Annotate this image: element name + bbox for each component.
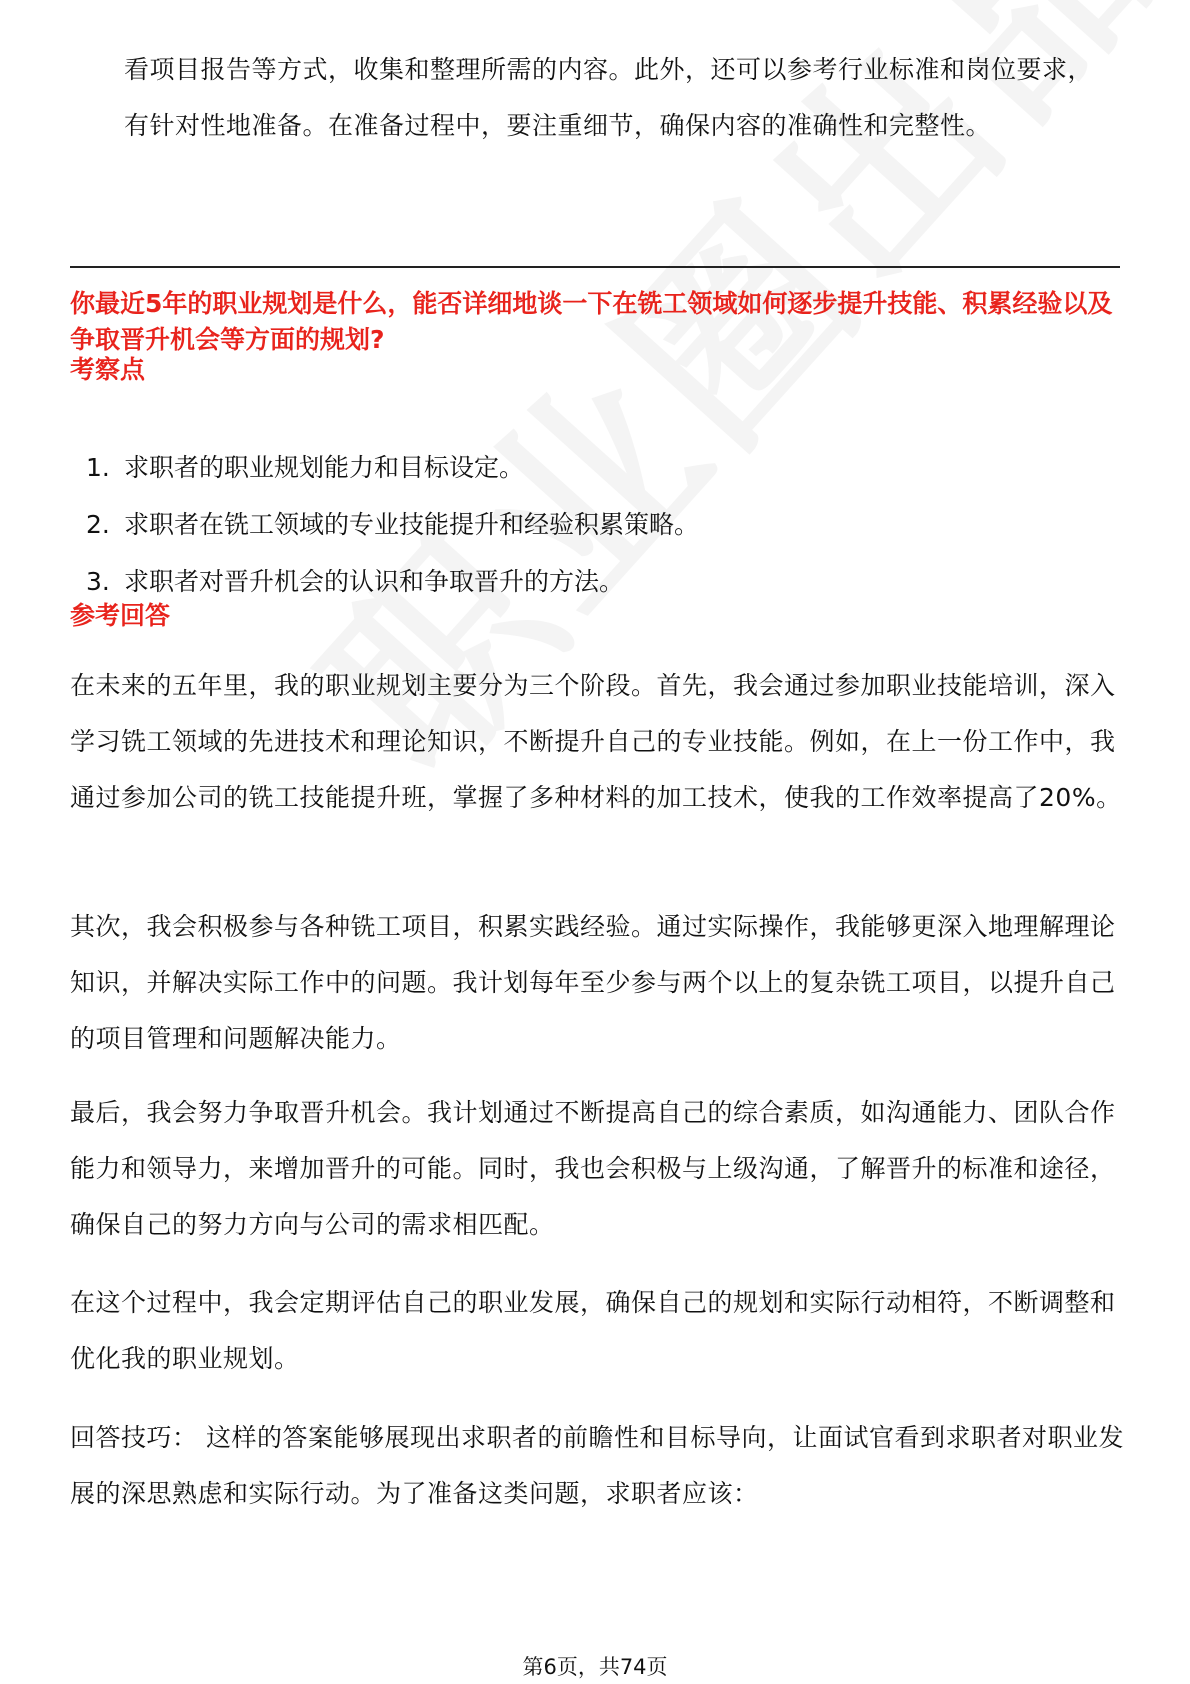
assessment-item-text: 求职者在铣工领域的专业技能提升和经验积累策略。 — [124, 510, 700, 539]
assessment-item — [86, 507, 699, 564]
continued-paragraph: 看项目报告等方式，收集和整理所需的内容。此外，还可以参考行业标准和岗位要求，有针对性地准备。在准备过程中，要注重细节，确保内容的准确性和完整性。 — [124, 55, 1094, 140]
assessment-list — [86, 450, 699, 621]
assessment-item — [86, 450, 699, 507]
assessment-item-text: 求职者的职业规划能力和目标设定。 — [124, 453, 525, 482]
answer-paragraph-2: 其次，我会积极参与各种铣工项目，积累实践经验。通过实际操作，我能够更深入地理解理论知识，并解决实际工作中的问题。我计划每年至少参与两个以上的复杂铣工项目，以提升自己的项目管理和问题解决能力。 — [70, 912, 1116, 1053]
assessment-item-text: 求职者对晋升机会的认识和争取晋升的方法。 — [124, 567, 625, 596]
list-number: 3. — [86, 567, 110, 596]
answer-tip-paragraph: 回答技巧： 这样的答案能够展现出求职者的前瞻性和目标导向，让面试官看到求职者对职业发展的深思熟虑和实际行动。为了准备这类问题，求职者应该： — [70, 1423, 1124, 1508]
reference-answer-heading: 参考回答 — [70, 601, 171, 630]
interview-question: 你最近5年的职业规划是什么，能否详细地谈一下在铣工领域如何逐步提升技能、积累经验以及争取晋升机会等方面的规划? — [70, 289, 1113, 354]
assessment-item — [86, 564, 699, 621]
answer-paragraph-3: 最后，我会努力争取晋升机会。我计划通过不断提高自己的综合素质，如沟通能力、团队合作能力和领导力，来增加晋升的可能。同时，我也会积极与上级沟通，了解晋升的标准和途径，确保自己的努力方向与公司的需求相匹配。 — [70, 1098, 1116, 1239]
answer-paragraph-4: 在这个过程中，我会定期评估自己的职业发展，确保自己的规划和实际行动相符，不断调整和优化我的职业规划。 — [70, 1288, 1116, 1373]
page-number-footer: 第6页，共74页 — [522, 1655, 668, 1679]
assessment-heading: 考察点 — [70, 355, 146, 384]
list-number: 1. — [86, 453, 110, 482]
list-number: 2. — [86, 510, 110, 539]
section-divider — [70, 266, 1120, 268]
answer-paragraph-1: 在未来的五年里，我的职业规划主要分为三个阶段。首先，我会通过参加职业技能培训，深入学习铣工领域的先进技术和理论知识，不断提升自己的专业技能。例如，在上一份工作中，我通过参加公司的铣工技能提升班，掌握了多种材料的加工技术，使我的工作效率提高了20%。 — [70, 671, 1122, 812]
